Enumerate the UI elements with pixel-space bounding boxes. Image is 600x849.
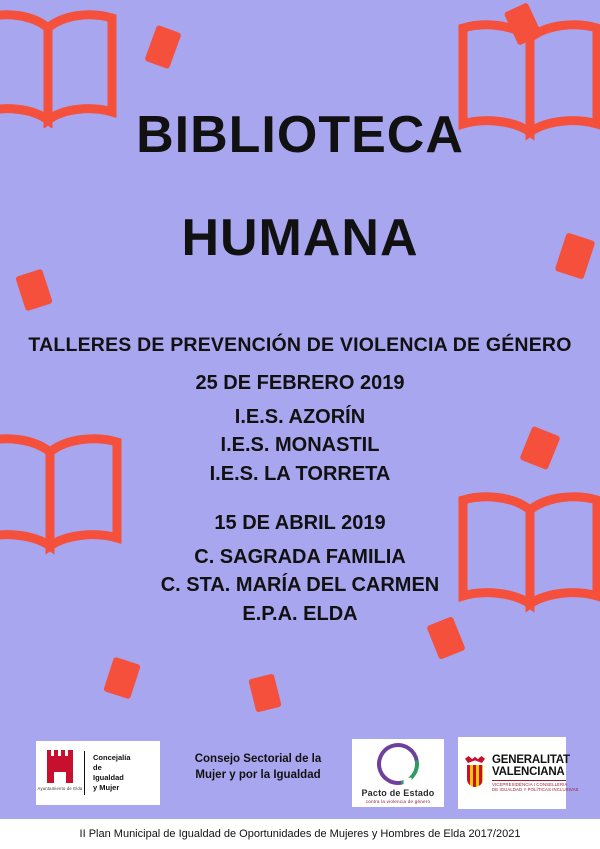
title-line-2: HUMANA (181, 208, 419, 267)
session-1-item: I.E.S. AZORÍN (234, 406, 366, 428)
dept-line-4: y Mujer (93, 783, 120, 793)
session-1-item: I.E.S. MONASTIL (220, 434, 380, 457)
session-2-item: E.P.A. ELDA (242, 602, 358, 625)
shard-decoration (103, 657, 141, 700)
session-2-date: 15 DE ABRIL 2019 (214, 512, 386, 534)
consejo-line-2: Mujer y por la Igualdad (195, 769, 321, 782)
gva-line-2: VALENCIANA (492, 766, 565, 778)
elda-crest-icon (36, 741, 84, 805)
shard-decoration (15, 269, 53, 312)
session-block-1 (0, 372, 600, 488)
dept-line-3: Igualdad (93, 773, 124, 782)
elda-department-text (85, 741, 160, 805)
session-1-item: I.E.S. LA TORRETA (209, 462, 391, 485)
pacto-subtitle: contra la violencia de género (365, 798, 431, 804)
gva-divider (492, 780, 566, 781)
session-2-item: C. SAGRADA FAMILIA (194, 546, 406, 568)
consejo-sectorial-text (178, 751, 338, 783)
shard-decoration (248, 673, 281, 712)
dept-line-2: de (93, 762, 102, 772)
poster-subtitle: TALLERES DE PREVENCIÓN DE VIOLENCIA DE GÉNERO (28, 334, 572, 356)
dept-line-1: Concejalía (93, 752, 131, 762)
generalitat-crest-icon (463, 756, 487, 790)
title-line-1: BIBLIOTECA (136, 106, 464, 164)
session-block-2 (0, 512, 600, 628)
elda-crest-caption: Ayuntamiento de Elda (37, 786, 83, 791)
consejo-line-1: Consejo Sectorial de la (194, 753, 322, 765)
gva-line-3: VICEPRESIDÈNCIA I CONSELLERIA (492, 782, 568, 788)
session-1-date: 25 DE FEBRERO 2019 (195, 372, 405, 394)
pacto-title: Pacto de Estado (361, 787, 435, 798)
gva-text-block (492, 754, 579, 792)
logo-pacto-de-estado (352, 739, 444, 807)
session-2-item: C. STA. MARÍA DEL CARMEN (160, 574, 440, 597)
gva-line-4: DE IGUALDAD Y POLÍTICAS INCLUSIVAS (492, 786, 579, 792)
logo-generalitat-valenciana (458, 737, 579, 809)
shard-decoration (144, 25, 181, 70)
bottom-bar-text: II Plan Municipal de Igualdad de Oportunidades de Mujeres y Hombres de Elda 2017/2021 (0, 819, 600, 849)
logo-ayuntamiento-elda (36, 741, 160, 805)
gva-line-1: GENERALITAT (492, 753, 570, 766)
pacto-ring-icon (369, 734, 427, 792)
poster-title (0, 108, 600, 265)
